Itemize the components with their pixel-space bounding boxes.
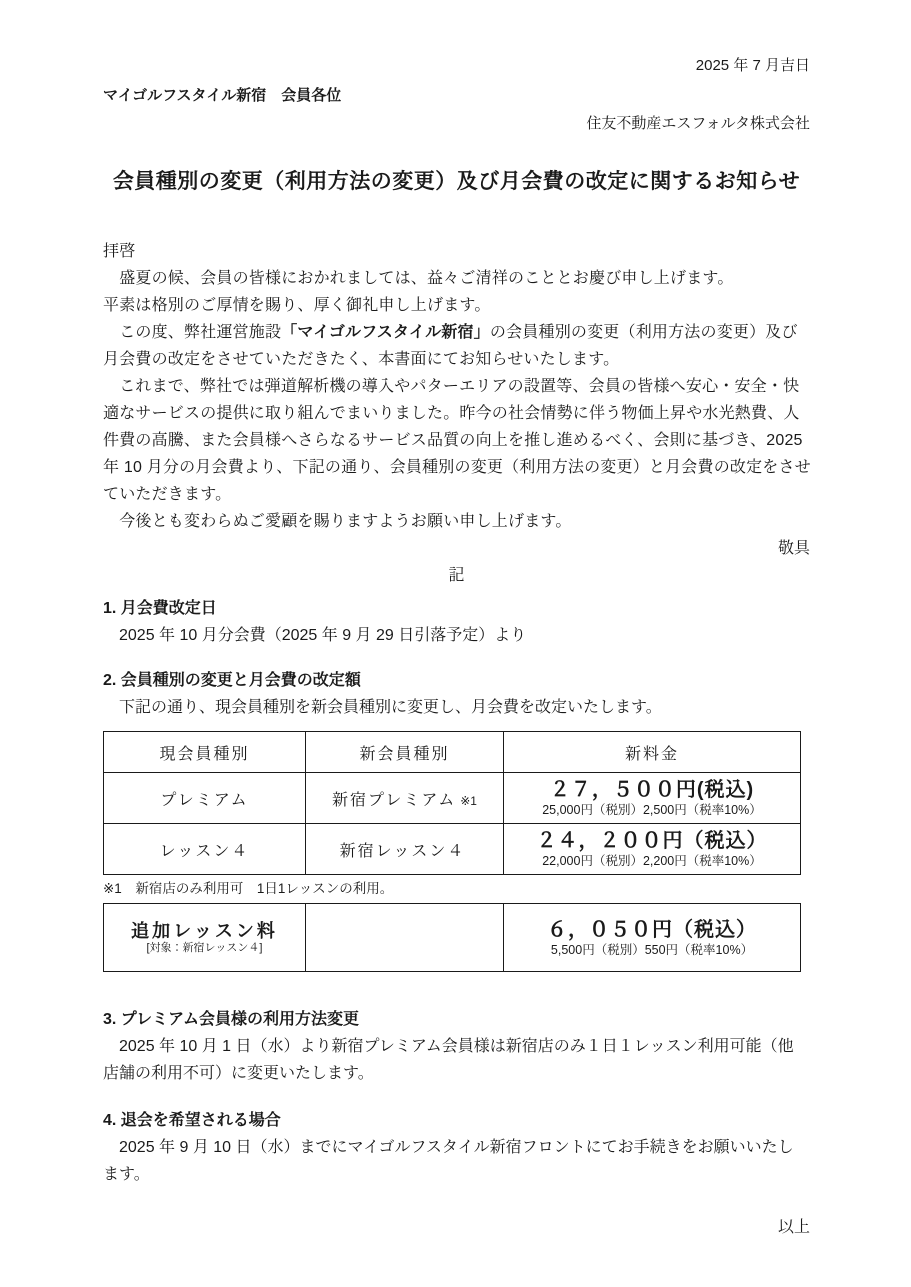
body-line: 平素は格別のご厚情を賜り、厚く御礼申し上げます。 — [103, 297, 491, 314]
extra-fee-row — [104, 904, 801, 972]
price-breakdown: 5,500円（税別）550円（税率10%） — [550, 942, 754, 957]
current-type-lesson4: レッスン４ — [104, 824, 306, 875]
salutation: 拝啓 — [103, 243, 136, 260]
section-4-line: 2025 年 9 月 10 日（水）までにマイゴルフスタイル新宿フロントにてお手続きをお願いいたし — [103, 1139, 794, 1156]
table-row-premium — [104, 773, 801, 824]
section-1 — [103, 595, 810, 649]
section-4-line: ます。 — [103, 1166, 150, 1183]
header-new-price: 新料金 — [504, 732, 801, 773]
section-3-heading: 3. プレミアム会員様の利用方法変更 — [103, 1011, 360, 1028]
extra-fee-target: [対象：新宿レッスン４] — [146, 942, 263, 954]
header-new-type: 新会員種別 — [306, 732, 504, 773]
body-line: 年 10 月分の月会費より、下記の通り、会員種別の変更（利用方法の変更）と月会費の改定をさせ — [103, 459, 811, 476]
new-type-text: 新宿レッスン４ — [339, 842, 466, 860]
body-line: ていただきます。 — [103, 486, 232, 503]
extra-fee-label-cell — [104, 904, 306, 972]
section-1-content: 2025 年 10 月分会費（2025 年 9 月 29 日引落予定）より — [103, 627, 527, 644]
table-row-lesson4 — [104, 824, 801, 875]
current-type-premium: プレミアム — [104, 773, 306, 824]
extra-fee-label: 追加レッスン料 — [131, 921, 278, 941]
section-1-heading: 1. 月会費改定日 — [103, 600, 217, 617]
table-footnote: ※1 新宿店のみ利用可 1日1レッスンの利用。 — [103, 881, 394, 896]
closing-keigu: 敬具 — [777, 540, 810, 557]
table-header-row — [104, 732, 801, 773]
document-content — [103, 56, 810, 1241]
section-4-heading: 4. 退会を希望される場合 — [103, 1112, 281, 1129]
facility-name-bold: 「マイゴルフスタイル新宿」 — [281, 324, 490, 341]
body-line: 盛夏の候、会員の皆様におかれましては、益々ご清祥のこととお慶び申し上げます。 — [103, 270, 734, 287]
section-3 — [103, 1006, 810, 1087]
section-3-line: 店舗の利用不可）に変更いたします。 — [103, 1065, 374, 1082]
footnote-ref: ※1 — [460, 793, 477, 808]
body-line: 今後とも変わらぬご愛顧を賜りますようお願い申し上げます。 — [103, 513, 572, 530]
new-type-lesson4 — [306, 824, 504, 875]
record-marker: 記 — [448, 567, 465, 584]
body-line: 月会費の改定をさせていただきたく、本書面にてお知らせいたします。 — [103, 351, 620, 368]
price-main: ２７，５００円(税込) — [549, 779, 755, 801]
company-name: 住友不動産エスフォルタ株式会社 — [586, 115, 810, 132]
body-text: この度、弊社運営施設 — [103, 324, 282, 341]
section-4 — [103, 1107, 810, 1188]
extra-fee-price-cell — [504, 904, 801, 972]
price-main: ２４，２００円（税込） — [536, 830, 768, 852]
header-current-type: 現会員種別 — [104, 732, 306, 773]
body-text: の会員種別の変更（利用方法の変更）及び — [489, 324, 798, 341]
closing-ijou: 以上 — [777, 1219, 810, 1236]
recipient-line: マイゴルフスタイル新宿 会員各位 — [103, 87, 342, 104]
new-type-premium — [306, 773, 504, 824]
price-premium — [504, 773, 801, 824]
section-2 — [103, 667, 810, 721]
body-line: 件費の高騰、また会員様へさらなるサービス品質の向上を推し進めるべく、会則に基づき、2025 — [103, 432, 803, 449]
extra-fee-empty-cell — [306, 904, 504, 972]
new-type-text: 新宿プレミアム — [332, 791, 457, 809]
section-2-content: 下記の通り、現会員種別を新会員種別に変更し、月会費を改定いたします。 — [103, 699, 662, 716]
section-2-heading: 2. 会員種別の変更と月会費の改定額 — [103, 672, 361, 689]
price-breakdown: 25,000円（税別）2,500円（税率10%） — [542, 803, 762, 817]
body-line-facility — [103, 319, 810, 346]
issue-date: 2025 年 7 月吉日 — [695, 57, 810, 74]
notice-title: 会員種別の変更（利用方法の変更）及び月会費の改定に関するお知らせ — [112, 170, 801, 193]
letter-body — [103, 238, 810, 535]
section-3-line: 2025 年 10 月 1 日（水）より新宿プレミアム会員様は新宿店のみ１日１レッスン利用可能（他 — [103, 1038, 794, 1055]
extra-lesson-fee-table — [103, 903, 801, 972]
body-line: 適なサービスの提供に取り組んでまいりました。昨今の社会情勢に伴う物価上昇や水光熱費、人 — [103, 405, 800, 422]
price-main: ６，０５０円（税込） — [547, 918, 757, 941]
price-breakdown: 22,000円（税別）2,200円（税率10%） — [542, 854, 762, 868]
body-line: これまで、弊社では弾道解析機の導入やパターエリアの設置等、会員の皆様へ安心・安全・快 — [103, 378, 800, 395]
price-lesson4 — [504, 824, 801, 875]
fee-revision-table — [103, 731, 801, 875]
